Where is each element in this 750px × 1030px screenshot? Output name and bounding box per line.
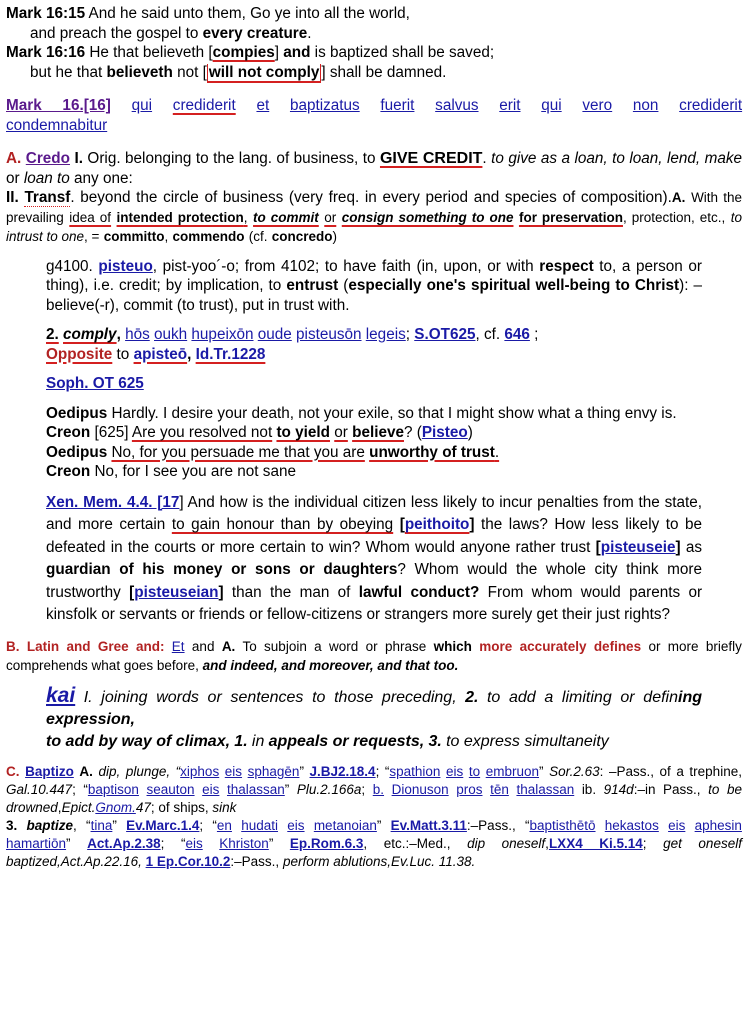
verse-ref: Mark 16:15 xyxy=(6,5,86,22)
strongs-entry: g4100. pisteuo, pist-yoo´-o; from 4102; to have faith (in, upon, or with respect to, a person or thing), i.e. credit; by implication, to entrust (especially one's spiritual well-being to Christ): – believe(-r), commit (to trust), put in trust with. xyxy=(46,257,703,314)
highlight-will-not-comply: will not comply xyxy=(208,63,320,81)
mark-verses: Mark 16:15 And he said unto them, Go ye into all the world, and preach the gospel to every creature. Mark 16:16 He that believeth [compies] and is baptized shall be saved; but he that believeth not [ will not comply ] shall be damned. xyxy=(6,4,742,82)
section-c: C. Baptizo A. dip, plunge, “xiphos eis sphagēn” J.BJ2.18.4; “spathion eis to embruon” Sor.2.63: –Pass., of a trephine, Gal.10.447; “baptison seauton eis thalassan” Plu.2.166a; b. Dionuson pros tēn thalassan ib. 914d:–in Pass., to be drowned,Epict.Gnom.47; of ships, sink 3. baptize, “tina” Ev.Marc.1.4; “en hudati eis metanoian” Ev.Matt.3.11:–Pass., “baptisthētō hekastos eis aphesin hamartiōn” Act.Ap.2.38; “eis Khriston” Ep.Rom.6.3, etc.:–Med., dip oneself,LXX4 Ki.5.14; get oneself baptized,Act.Ap.22.16, 1 Ep.Cor.10.2:–Pass., perform ablutions,Ev.Luc. 11.38. xyxy=(6,763,742,869)
et-link[interactable]: Et xyxy=(171,638,185,654)
verse-ref: Mark 16:16 xyxy=(6,44,86,61)
xenophon-passage: Xen. Mem. 4.4. [17] And how is the individual citizen less likely to incur penalties from the state, and more certain to gain honour than by obeying [peithoito] the laws? How less likely to be defeated in the courts or more certain to win? Whom would anyone rather trust [pisteuseie] as guardian of his money or sons or daughters? Whom would the whole city think more trustworthy [pisteuseian] than the man of lawful conduct? From whom would parents or kinsfolk or servants or friends or fellow-citizens or strangers more surely get their just rights? xyxy=(46,493,703,623)
kai-entry: kai I. joining words or sentences to those preceding, 2. to add a limiting or defining expression, to add by way of climax, 1. in appeals or requests, 3. to express simultaneity xyxy=(46,683,702,750)
dialogue: Oedipus Hardly. I desire your death, not your exile, so that I might show what a thing envy is. Creon [625] Are you resolved not to yield or believe? (Pisteo) Oedipus No, for you persuade me that you are unworthy of trust. Creon No, for I see you are not sane xyxy=(46,404,677,480)
section-b: B. Latin and Gree and: Et and A. To subjoin a word or phrase which more accurately defines or more briefly comprehends what goes before, and indeed, and moreover, and that too. xyxy=(6,638,742,673)
give-credit: GIVE CREDIT xyxy=(379,150,483,167)
highlight-compies: compies xyxy=(212,44,275,61)
comply-entry: 2. comply, hōs oukh hupeixōn oude pisteusōn legeis; S.OT625, cf. 646 ; Opposite to apisteō, Id.Tr.1228 xyxy=(46,326,539,363)
kai-link[interactable]: kai xyxy=(46,683,76,707)
credo-link[interactable]: Credo xyxy=(25,150,70,167)
latin-verse: Mark 16.[16] qui crediderit et baptizatus fuerit salvus erit qui vero non crediderit condemnabitur xyxy=(6,97,743,134)
xen-mem-link[interactable]: Xen. Mem. 4.4. [17 xyxy=(46,493,180,511)
verse-15: Mark 16:15 And he said unto them, Go ye into all the world, xyxy=(6,5,410,22)
soph-ref xyxy=(46,374,702,394)
pisteuo-link[interactable]: pisteuo xyxy=(98,257,153,275)
baptizo-link[interactable]: Baptizo xyxy=(25,763,74,779)
latin-ref-link[interactable]: Mark 16.[16] xyxy=(6,97,111,114)
section-a: A. Credo I. Orig. belonging to the lang. of business, to GIVE CREDIT. to give as a loan, to loan, lend, make or loan to any one: II. Transf. beyond the circle of business (very freq. in every period and species of composition).A. With the prevailing idea of intended protection, to commit or consign something to one for preservation, protection, etc., to intrust to one, = committo, commendo (cf. concredo) xyxy=(6,150,743,244)
verse-16: Mark 16:16 He that believeth [compies] and is baptized shall be saved; xyxy=(6,44,495,61)
soph-ot-link[interactable]: Soph. OT 625 xyxy=(46,375,144,392)
